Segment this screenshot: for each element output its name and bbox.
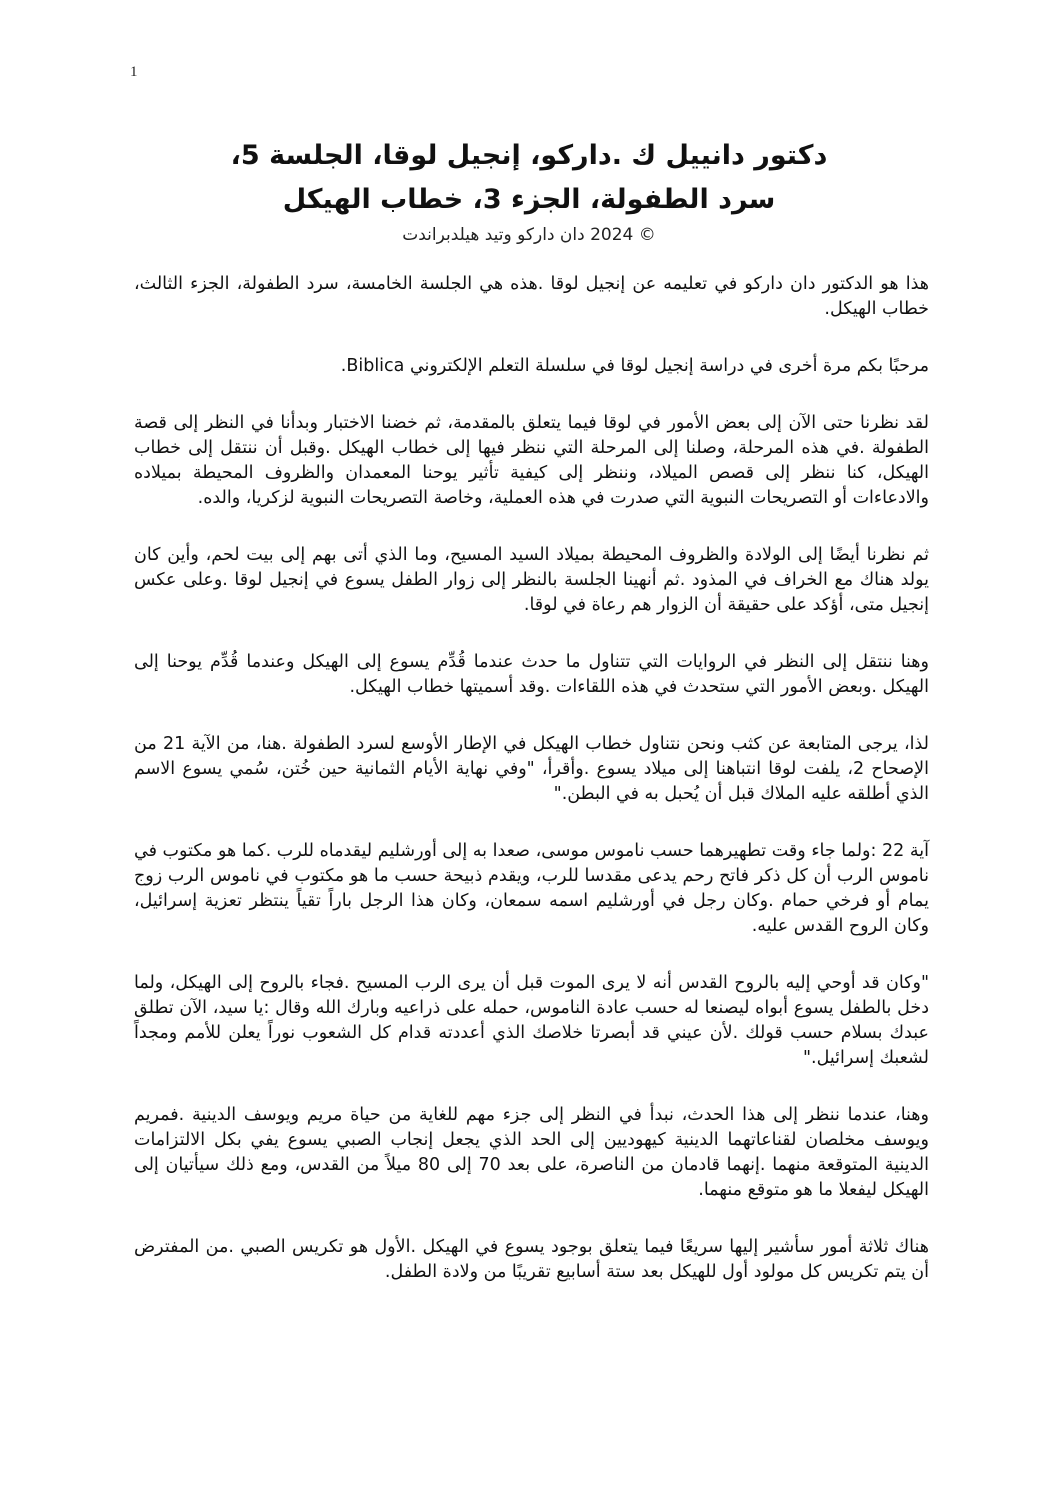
paragraph-6: لذا، يرجى المتابعة عن كثب ونحن نتناول خطاب الهيكل في الإطار الأوسع لسرد الطفولة .هنا، من الآية 21 من الإصحاح 2، يلفت لوقا انتباهنا إلى ميلاد يسوع .وأقرأ، "وفي نهاية الأيام الثمانية حين خُتن، سُمي يسوع الاسم الذي أطلقه عليه الملاك قبل أن يُحبل به في البطن." bbox=[134, 734, 929, 804]
paragraph-2: مرحبًا بكم مرة أخرى في دراسة إنجيل لوقا في سلسلة التعلم الإلكتروني Biblica. bbox=[340, 356, 929, 376]
title-line-2: سرد الطفولة، الجزء 3، خطاب الهيكل bbox=[282, 184, 776, 215]
paragraph-10: هناك ثلاثة أمور سأشير إليها سريعًا فيما يتعلق بوجود يسوع في الهيكل .الأول هو تكريس الصبي .من المفترض أن يتم تكريس كل مولود أول للهيكل بعد ستة أسابيع تقريبًا من ولادة الطفل. bbox=[134, 1237, 929, 1282]
paragraph-4: ثم نظرنا أيضًا إلى الولادة والظروف المحيطة بميلاد السيد المسيح، وما الذي أتى بهم إلى بيت لحم، وأين كان يولد هناك مع الخراف في المذود .ثم أنهينا الجلسة بالنظر إلى زوار الطفل يسوع في إنجيل لوقا .وعلى عكس إنجيل متى، أؤكد على حقيقة أن الزوار هم رعاة في لوقا. bbox=[134, 545, 929, 615]
paragraph-1: هذا هو الدكتور دان داركو في تعليمه عن إنجيل لوقا .هذه هي الجلسة الخامسة، سرد الطفولة، الجزء الثالث، خطاب الهيكل. bbox=[134, 274, 929, 319]
paragraph-3: لقد نظرنا حتى الآن إلى بعض الأمور في لوقا فيما يتعلق بالمقدمة، ثم خضنا الاختبار وبدأنا في النظر إلى قصة الطفولة .في هذه المرحلة، وصلنا إلى المرحلة التي ننظر فيها إلى خطاب الهيكل .وقبل أن ننتقل إلى خطاب الهيكل، كنا ننظر إلى قصص الميلاد، وننظر إلى كيفية تأثير يوحنا المعمدان والظروف المحيطة بميلاده والادعاءات أو التصريحات النبوية التي صدرت في هذه العملية، وخاصة التصريحات النبوية لزكريا، والده. bbox=[134, 413, 929, 508]
paragraph-5: وهنا ننتقل إلى النظر في الروايات التي تتناول ما حدث عندما قُدِّم يسوع إلى الهيكل وعندما قُدِّم يوحنا إلى الهيكل .وبعض الأمور التي ستحدث في هذه اللقاءات .وقد أسميتها خطاب الهيكل. bbox=[134, 652, 929, 697]
document-header bbox=[140, 134, 918, 248]
paragraph-7: آية 22 :ولما جاء وقت تطهيرهما حسب ناموس موسى، صعدا به إلى أورشليم ليقدماه للرب .كما هو مكتوب في ناموس الرب أن كل ذكر فاتح رحم يدعى مقدسا للرب، ويقدم ذبيحة حسب ما هو مكتوب في ناموس الرب زوج يمام أو فرخي حمام .وكان رجل في أورشليم اسمه سمعان، وكان هذا الرجل باراً تقياً ينتظر تعزية إسرائيل، وكان الروح القدس عليه. bbox=[134, 841, 929, 936]
copyright-line: © 2024 دان داركو وتيد هيلدبراندت bbox=[402, 225, 656, 245]
document-body bbox=[134, 272, 929, 1317]
page-number: 1 bbox=[130, 64, 138, 80]
paragraph-9: وهنا، عندما ننظر إلى هذا الحدث، نبدأ في النظر إلى جزء مهم للغاية من حياة مريم ويوسف الدينية .فمريم ويوسف مخلصان لقناعاتهما الدينية كيهوديين إلى الحد الذي يجعل إنجاب الصبي يسوع يفي بكل الالتزامات الدينية المتوقعة منهما .إنهما قادمان من الناصرة، على بعد 70 إلى 80 ميلاً من القدس، ومع ذلك سيأتيان إلى الهيكل ليفعلا ما هو متوقع منهما. bbox=[134, 1105, 929, 1200]
title-line-1: دكتور دانييل ك .داركو، إنجيل لوقا، الجلسة 5، bbox=[230, 140, 828, 171]
paragraph-8: "وكان قد أوحي إليه بالروح القدس أنه لا يرى الموت قبل أن يرى الرب المسيح .فجاء بالروح إلى الهيكل، ولما دخل بالطفل يسوع أبواه ليصنعا له حسب عادة الناموس، حمله على ذراعيه وبارك الله وقال :يا سيد، الآن تطلق عبدك بسلام حسب قولك .لأن عيني قد أبصرتا خلاصك الذي أعددته قدام كل الشعوب نوراً يعلن للأمم ومجداً لشعبك إسرائيل." bbox=[134, 973, 929, 1068]
